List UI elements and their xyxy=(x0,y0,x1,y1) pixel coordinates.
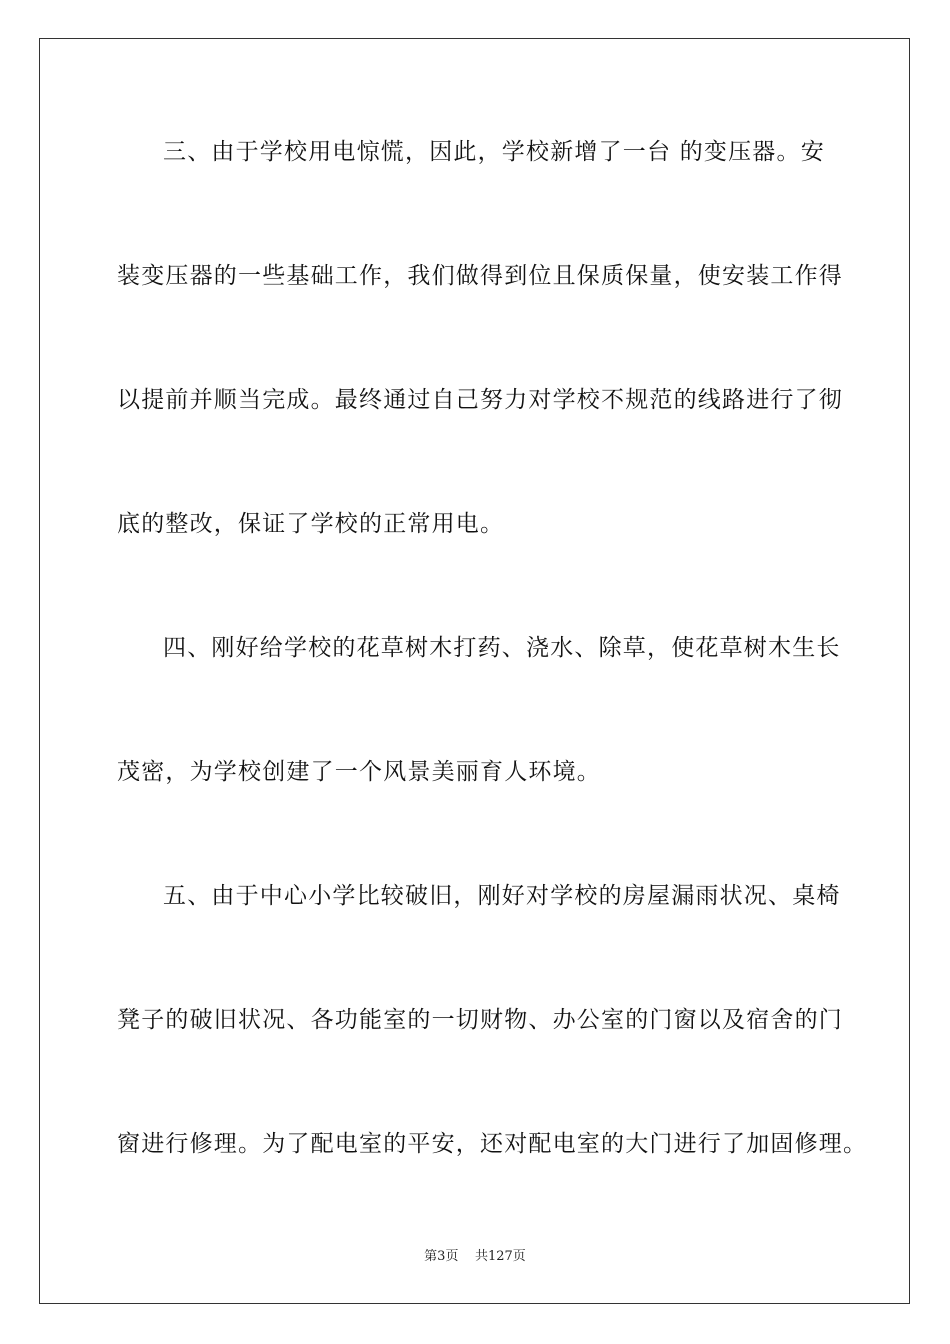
paragraph-5-line-2: 凳子的破旧状况、各功能室的一切财物、办公室的门窗以及宿舍的门 xyxy=(117,1007,843,1033)
total-pages: 共127页 xyxy=(474,1249,526,1264)
paragraph-4-line-1: 四、刚好给学校的花草树木打药、浇水、除草，使花草树木生长 xyxy=(163,635,841,661)
paragraph-3-line-4: 底的整改，保证了学校的正常用电。 xyxy=(117,511,505,537)
paragraph-5-line-1: 五、由于中心小学比较破旧，刚好对学校的房屋漏雨状况、桌椅 xyxy=(163,883,841,909)
paragraph-4-line-2: 茂密，为学校创建了一个风景美丽育人环境。 xyxy=(117,759,601,785)
paragraph-3-line-3: 以提前并顺当完成。最终通过自己努力对学校不规范的线路进行了彻 xyxy=(117,387,843,413)
page-border xyxy=(39,38,910,1304)
paragraph-3-line-2: 装变压器的一些基础工作，我们做得到位且保质保量，使安装工作得 xyxy=(117,263,843,289)
page-footer xyxy=(0,1248,950,1266)
paragraph-5-line-3: 窗进行修理。为了配电室的平安，还对配电室的大门进行了加固修理。 xyxy=(117,1131,868,1157)
page-number: 第3页 xyxy=(424,1249,459,1264)
paragraph-3-line-1: 三、由于学校用电惊慌，因此，学校新增了一台 的变压器。安 xyxy=(163,139,825,165)
